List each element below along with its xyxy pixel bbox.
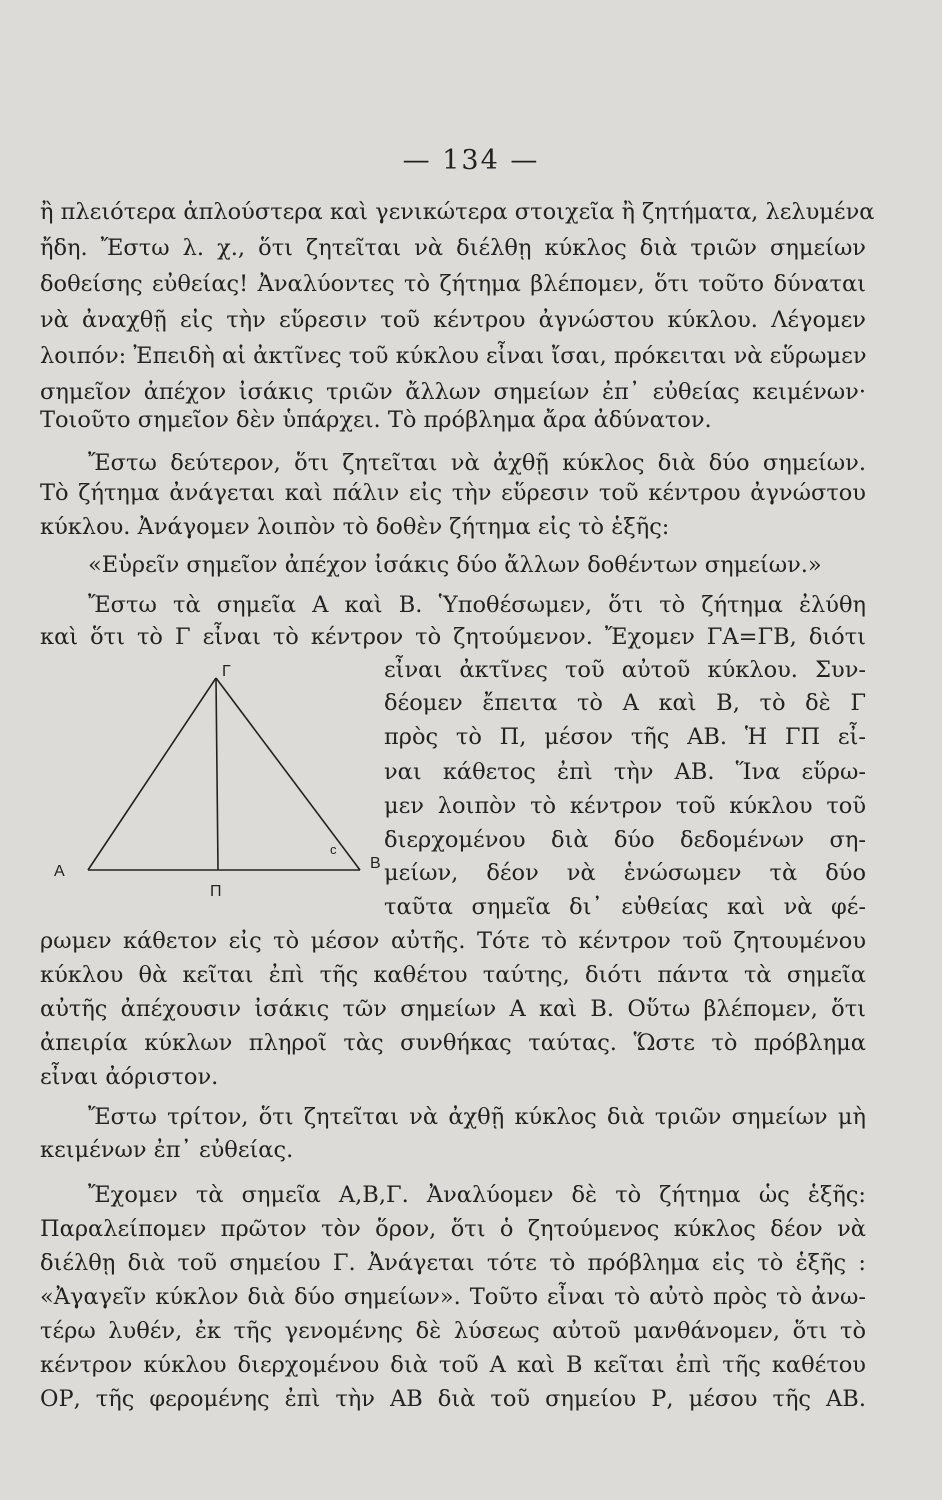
point-b-label: B (370, 855, 381, 872)
text-line: τέρω λυθέν, ἐκ τῆς γενομένης δὲ λύσεως αὐτοῦ μανθάνομεν, ὅτι τὸ (40, 1318, 866, 1344)
text-line: καὶ ὅτι τὸ Γ εἶναι τὸ κέντρον τὸ ζητούμενον. Ἔχομεν ΓΑ=ΓΒ, διότι (40, 624, 866, 650)
text-line: αὐτῆς ἀπέχουσιν ἰσάκις τῶν σημείων Α καὶ Β. Οὕτω βλέπομεν, ὅτι (40, 996, 866, 1022)
text-line: διερχομένου διὰ δύο δεδομένων ση- (384, 827, 866, 853)
text-line: Ἔχομεν τὰ σημεῖα Α,Β,Γ. Ἀναλύομεν δὲ τὸ ζήτημα ὡς ἑξῆς: (88, 1182, 866, 1208)
text-line: δοθείσης εὐθείας! Ἀναλύοντες τὸ ζήτημα βλέπομεν, ὅτι τοῦτο δύναται (40, 271, 866, 297)
text-line: Τὸ ζήτημα ἀνάγεται καὶ πάλιν εἰς τὴν εὕρεσιν τοῦ κέντρου ἀγνώστου (40, 480, 866, 506)
triangle-diagram (50, 658, 390, 898)
text-line: Παραλείπομεν πρῶτον τὸν ὅρον, ὅτι ὁ ζητούμενος κύκλος δέον νὰ (40, 1216, 866, 1242)
text-line: ρωμεν κάθετον εἰς τὸ μέσον αὐτῆς. Τότε τὸ κέντρον τοῦ ζητουμένου (40, 928, 866, 954)
text-line: κειμένων ἐπ᾽ εὐθείας. (40, 1137, 294, 1163)
text-line: μείων, δέον νὰ ἑνώσωμεν τὰ δύο (384, 860, 866, 886)
text-line: λοιπόν: Ἐπειδὴ αἱ ἀκτῖνες τοῦ κύκλου εἶναι ἴσαι, πρόκειται νὰ εὕρωμεν (40, 343, 867, 369)
text-line: ἢ πλειότερα ἁπλούστερα καὶ γενικώτερα στοιχεῖα ἢ ζητήματα, λελυμένα (40, 199, 875, 225)
text-line: Ἔστω τρίτον, ὅτι ζητεῖται νὰ ἀχθῇ κύκλος διὰ τριῶν σημείων μὴ (88, 1104, 866, 1130)
text-line: διέλθῃ διὰ τοῦ σημείου Γ. Ἀνάγεται τότε τὸ πρόβλημα εἰς τὸ ἑξῆς : (40, 1250, 866, 1276)
text-line: σημεῖον ἀπέχον ἰσάκις τριῶν ἄλλων σημείων ἐπ᾽ εὐθείας κειμένων· (40, 379, 866, 405)
text-line: ἀπειρία κύκλων πληροῖ τὰς συνθήκας ταύτας. Ὥστε τὸ πρόβλημα (40, 1030, 866, 1056)
page-number: — 134 — (402, 145, 540, 176)
text-line: εἶναι ἀκτῖνες τοῦ αὐτοῦ κύκλου. Συν- (384, 657, 866, 683)
text-line: «Ἀγαγεῖν κύκλον διὰ δύο σημείων». Τοῦτο εἶναι τὸ αὐτὸ πρὸς τὸ ἀνω- (40, 1284, 866, 1310)
triangle-figure (50, 658, 390, 898)
point-a-label: A (54, 863, 65, 880)
text-line: ναι κάθετος ἐπὶ τὴν ΑΒ. Ἵνα εὕρω- (384, 759, 866, 785)
text-line: Τοιοῦτο σημεῖον δὲν ὑπάρχει. Τὸ πρόβλημα ἄρα ἀδύνατον. (40, 407, 712, 433)
text-line: εἶναι ἀόριστον. (40, 1064, 219, 1090)
angle-mark-label: c (330, 842, 337, 857)
text-line: Ἔστω δεύτερον, ὅτι ζητεῖται νὰ ἀχθῇ κύκλος διὰ δύο σημείων. (88, 450, 866, 476)
text-line: κύκλου. Ἀνάγομεν λοιπὸν τὸ δοθὲν ζήτημα εἰς τὸ ἑξῆς: (40, 514, 670, 540)
text-line: «Εὑρεῖν σημεῖον ἀπέχον ἰσάκις δύο ἄλλων δοθέντων σημείων.» (88, 552, 822, 578)
text-line: ΟΡ, τῆς φερομένης ἐπὶ τὴν ΑΒ διὰ τοῦ σημείου Ρ, μέσου τῆς ΑΒ. (40, 1386, 866, 1412)
point-g-label: Γ (222, 663, 231, 680)
text-line: ἤδη. Ἔστω λ. χ., ὅτι ζητεῖται νὰ διέλθῃ κύκλος διὰ τριῶν σημείων (40, 235, 866, 261)
text-line: ταῦτα σημεῖα δι᾽ εὐθείας καὶ νὰ φέ- (384, 894, 866, 920)
text-line: κύκλου θὰ κεῖται ἐπὶ τῆς καθέτου ταύτης, διότι πάντα τὰ σημεῖα (40, 962, 866, 988)
text-line: δέομεν ἔπειτα τὸ Α καὶ Β, τὸ δὲ Γ (384, 690, 866, 716)
point-p-label: Π (210, 883, 222, 898)
text-line: πρὸς τὸ Π, μέσον τῆς ΑΒ. Ἡ ΓΠ εἶ- (384, 724, 866, 750)
text-line: Ἔστω τὰ σημεῖα Α καὶ Β. Ὑποθέσωμεν, ὅτι τὸ ζήτημα ἐλύθη (88, 592, 866, 618)
text-line: κέντρον κύκλου διερχομένου διὰ τοῦ Α καὶ Β κεῖται ἐπὶ τῆς καθέτου (40, 1352, 866, 1378)
text-line: νὰ ἀναχθῇ εἰς τὴν εὕρεσιν τοῦ κέντρου ἀγνώστου κύκλου. Λέγομεν (40, 307, 866, 333)
text-line: μεν λοιπὸν τὸ κέντρον τοῦ κύκλου τοῦ (384, 793, 866, 819)
